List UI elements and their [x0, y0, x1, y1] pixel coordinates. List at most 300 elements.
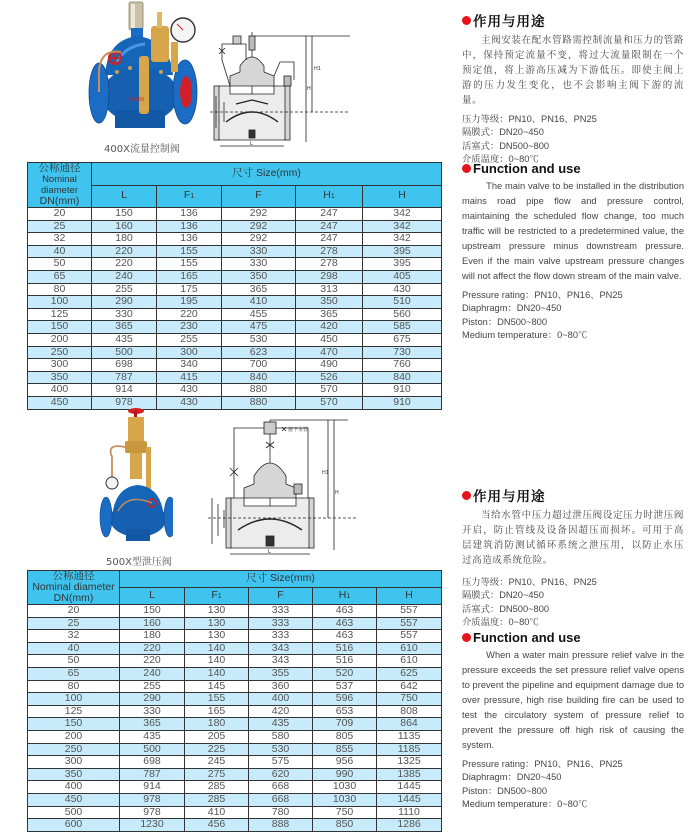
table-row: [28, 283, 442, 296]
size-cell: 180: [185, 718, 249, 731]
dn-cell: 32: [28, 233, 92, 246]
title-text: 作用与用途: [473, 489, 546, 505]
size-cell: 956: [313, 756, 377, 769]
size-cell: 805: [313, 730, 377, 743]
description-en: The main valve to be installed in the distribution mains road pipe flow and pressure control, maintaining the scheduled flow change, too much traffic will be restricted to a predetermined value, the upstream pressure minus downstream pressure. Even if the main valve upstream pressure changes will not affect the flow down stream of the main valve.: [462, 181, 684, 281]
size-cell: 450: [296, 333, 363, 346]
table-row: [28, 346, 442, 359]
size-cell: 410: [222, 296, 296, 309]
dn-cell: 40: [28, 642, 120, 655]
dn-cell: 200: [28, 333, 92, 346]
dn-header-en: Nominal diameter: [32, 581, 115, 593]
size-cell: 840: [222, 371, 296, 384]
size-cell: 292: [222, 220, 296, 233]
size-cell: 808: [377, 705, 442, 718]
dn-cell: 20: [28, 208, 92, 221]
size-cell: 165: [185, 705, 249, 718]
size-cell: 1325: [377, 756, 442, 769]
table-row: [28, 333, 442, 346]
size-cell: 557: [377, 617, 442, 630]
dn-header-unit: DN(mm): [53, 592, 94, 604]
size-cell: 330: [222, 245, 296, 258]
size-cell: 420: [296, 321, 363, 334]
size-cell: 470: [296, 346, 363, 359]
size-cell: 698: [92, 359, 157, 372]
size-cell: 698: [120, 756, 185, 769]
size-cell: 220: [157, 308, 222, 321]
table-row: [28, 756, 442, 769]
size-cell: 463: [313, 630, 377, 643]
size-cell: 430: [157, 396, 222, 409]
size-cell: 978: [92, 396, 157, 409]
dim-h-label: H: [335, 490, 339, 496]
size-cell: 225: [185, 743, 249, 756]
red-bullet-icon: [462, 16, 471, 25]
size-cell: 220: [92, 245, 157, 258]
column-header-h: H: [377, 588, 442, 605]
size-cell: 530: [249, 743, 313, 756]
valve-500x-spec-table: [27, 570, 442, 832]
spec-line: 介质温度：0~80℃: [462, 153, 539, 164]
spec-line: 隔膜式：DN20~450: [462, 127, 544, 138]
column-header-h1: H1: [296, 185, 363, 208]
table-row: [28, 321, 442, 334]
size-cell: 864: [377, 718, 442, 731]
spec-line: 介质温度：0~80℃: [462, 616, 539, 627]
size-cell: 709: [313, 718, 377, 731]
size-cell: 1135: [377, 730, 442, 743]
size-cell: 570: [296, 396, 363, 409]
size-cell: 155: [185, 693, 249, 706]
size-cell: 420: [249, 705, 313, 718]
dn-cell: 65: [28, 667, 120, 680]
size-cell: 435: [249, 718, 313, 731]
spec-line: 隔膜式：DN20~450: [462, 590, 544, 601]
valve-400x-caption: 400X流量控制阀: [104, 144, 180, 155]
column-header-l: L: [92, 185, 157, 208]
size-cell: 342: [363, 220, 442, 233]
size-cell: 247: [296, 233, 363, 246]
size-cell: 675: [363, 333, 442, 346]
size-cell: 456: [185, 819, 249, 832]
size-cell: 355: [249, 667, 313, 680]
dn-cell: 200: [28, 730, 120, 743]
size-cell: 278: [296, 245, 363, 258]
size-cell: 435: [92, 333, 157, 346]
table-row: [28, 667, 442, 680]
dn-header: [28, 163, 92, 208]
column-header-f1: F1: [157, 185, 222, 208]
table-row: [28, 308, 442, 321]
size-cell: 255: [92, 283, 157, 296]
size-cell: 136: [157, 220, 222, 233]
size-cell: 668: [249, 781, 313, 794]
size-cell: 990: [313, 768, 377, 781]
size-cell: 350: [222, 270, 296, 283]
dn-cell: 65: [28, 270, 92, 283]
dn-cell: 400: [28, 384, 92, 397]
size-cell: 596: [313, 693, 377, 706]
size-cell: 130: [185, 617, 249, 630]
size-cell: 516: [313, 642, 377, 655]
size-cell: 610: [377, 655, 442, 668]
table-row: [28, 793, 442, 806]
size-cell: 750: [313, 806, 377, 819]
dn-header: [28, 571, 120, 605]
valve-500x-description: [462, 485, 684, 629]
section-title-en: [462, 161, 684, 176]
valve-400x-description: [462, 10, 684, 166]
table-row: [28, 806, 442, 819]
size-cell: 140: [185, 667, 249, 680]
size-header: 尺寸 Size(mm): [120, 571, 442, 588]
size-cell: 500: [92, 346, 157, 359]
dn-header-en: Nominal diameter: [41, 174, 78, 196]
size-cell: 526: [296, 371, 363, 384]
dn-cell: 300: [28, 359, 92, 372]
size-cell: 623: [222, 346, 296, 359]
table-row: [28, 233, 442, 246]
table-row: [28, 245, 442, 258]
table-row: [28, 680, 442, 693]
valve-400x-photo: [85, 0, 200, 135]
dn-cell: 25: [28, 617, 120, 630]
size-cell: 914: [92, 384, 157, 397]
valve-500x-photo: [98, 407, 173, 547]
table-row: [28, 705, 442, 718]
size-cell: 978: [120, 793, 185, 806]
size-cell: 510: [363, 296, 442, 309]
size-cell: 130: [185, 630, 249, 643]
size-cell: 463: [313, 617, 377, 630]
section-title-en: [462, 630, 684, 645]
size-cell: 160: [120, 617, 185, 630]
specs-en: [462, 289, 684, 342]
size-cell: 1286: [377, 819, 442, 832]
size-cell: 290: [92, 296, 157, 309]
size-cell: 585: [363, 321, 442, 334]
size-cell: 520: [313, 667, 377, 680]
size-cell: 780: [249, 806, 313, 819]
red-bullet-icon: [462, 164, 471, 173]
size-cell: 155: [157, 245, 222, 258]
table-row: [28, 781, 442, 794]
dim-l-label: L: [250, 141, 253, 147]
dim-h-label: H: [307, 86, 311, 92]
table-row: [28, 220, 442, 233]
valve-400x-spec-table: [27, 162, 442, 410]
size-cell: 298: [296, 270, 363, 283]
size-cell: 610: [377, 642, 442, 655]
column-header-h: H: [363, 185, 442, 208]
dn-cell: 500: [28, 806, 120, 819]
size-cell: 1385: [377, 768, 442, 781]
size-cell: 760: [363, 359, 442, 372]
table-row: [28, 258, 442, 271]
table-row: [28, 296, 442, 309]
dim-h1-label: H1: [314, 66, 321, 72]
size-cell: 500: [120, 743, 185, 756]
table-row: [28, 718, 442, 731]
valve-500x-caption: 500X型泄压阀: [106, 557, 172, 568]
column-header-h1: H1: [313, 588, 377, 605]
size-cell: 410: [185, 806, 249, 819]
description-cn: 当给水管中压力超过泄压阀设定压力时泄压阀开启，防止管线及设备因超压而损坏。可用于高层建筑消防测试循环系统之泄压用，以防止水压过高造成系统危险。: [462, 510, 684, 566]
size-cell: 333: [249, 617, 313, 630]
size-cell: 247: [296, 220, 363, 233]
size-cell: 415: [157, 371, 222, 384]
size-cell: 620: [249, 768, 313, 781]
size-cell: 700: [222, 359, 296, 372]
table-row: [28, 819, 442, 832]
size-cell: 240: [92, 270, 157, 283]
size-cell: 1445: [377, 793, 442, 806]
spec-line: 压力等级：PN10、PN16、PN25: [462, 114, 597, 124]
size-cell: 750: [377, 693, 442, 706]
size-cell: 365: [120, 718, 185, 731]
size-cell: 275: [185, 768, 249, 781]
size-cell: 140: [185, 642, 249, 655]
dn-cell: 80: [28, 283, 92, 296]
size-cell: 255: [120, 680, 185, 693]
specs-cn: [462, 576, 684, 629]
size-cell: 910: [363, 384, 442, 397]
spec-line: 活塞式：DN500~800: [462, 140, 550, 151]
size-cell: 395: [363, 258, 442, 271]
size-cell: 145: [185, 680, 249, 693]
dn-cell: 125: [28, 705, 120, 718]
size-cell: 330: [222, 258, 296, 271]
dn-cell: 125: [28, 308, 92, 321]
description-cn: 主阀安装在配水管路需控制流量和压力的管路中，保持预定流量不变，将过大流量限制在一个预定值，将上游高压减为下游低压。即使主阀上游的压力发生变化，也不会影响主阀下游的流量。: [462, 35, 684, 106]
dn-cell: 50: [28, 258, 92, 271]
size-cell: 557: [377, 605, 442, 618]
table-row: [28, 371, 442, 384]
size-cell: 333: [249, 605, 313, 618]
size-cell: 625: [377, 667, 442, 680]
specs-cn: [462, 113, 684, 166]
size-cell: 180: [92, 233, 157, 246]
column-header-f1: F1: [185, 588, 249, 605]
dim-h1-label: H1: [322, 470, 329, 476]
section-title-cn: [462, 10, 684, 30]
size-cell: 175: [157, 283, 222, 296]
size-cell: 855: [313, 743, 377, 756]
dn-cell: 50: [28, 655, 120, 668]
size-cell: 787: [92, 371, 157, 384]
size-cell: 160: [92, 220, 157, 233]
size-cell: 978: [120, 806, 185, 819]
size-cell: 1030: [313, 793, 377, 806]
size-cell: 557: [377, 630, 442, 643]
dn-cell: 150: [28, 718, 120, 731]
table-row: [28, 359, 442, 372]
size-cell: 150: [92, 208, 157, 221]
drain-pipe-label: 接下水管: [288, 427, 309, 433]
size-cell: 255: [157, 333, 222, 346]
spec-line: Piston：DN500~800: [462, 785, 548, 796]
dn-cell: 350: [28, 371, 92, 384]
spec-line: 压力等级：PN10、PN16、PN25: [462, 577, 597, 587]
size-cell: 285: [185, 781, 249, 794]
size-cell: 1230: [120, 819, 185, 832]
table-row: [28, 270, 442, 283]
spec-line: Medium temperature：0~80℃: [462, 798, 588, 809]
spec-line: Diaphragm：DN20~450: [462, 772, 562, 783]
dn-cell: 80: [28, 680, 120, 693]
size-cell: 220: [92, 258, 157, 271]
size-cell: 395: [363, 245, 442, 258]
size-cell: 1110: [377, 806, 442, 819]
size-cell: 575: [249, 756, 313, 769]
size-cell: 787: [120, 768, 185, 781]
table-row: [28, 642, 442, 655]
dn-cell: 350: [28, 768, 120, 781]
size-cell: 840: [363, 371, 442, 384]
dim-l-label: L: [268, 549, 271, 555]
size-cell: 668: [249, 793, 313, 806]
size-cell: 155: [157, 258, 222, 271]
valve-400x-description-en: [462, 161, 684, 342]
size-cell: 850: [313, 819, 377, 832]
size-header: 尺寸 Size(mm): [92, 163, 442, 186]
size-cell: 430: [363, 283, 442, 296]
size-cell: 220: [120, 642, 185, 655]
section-title-cn: [462, 485, 684, 505]
size-cell: 140: [185, 655, 249, 668]
size-cell: 278: [296, 258, 363, 271]
dn-cell: 450: [28, 396, 92, 409]
table-row: [28, 730, 442, 743]
size-cell: 910: [363, 396, 442, 409]
spec-line: Medium temperature：0~80℃: [462, 329, 588, 340]
column-header-l: L: [120, 588, 185, 605]
size-cell: 330: [92, 308, 157, 321]
size-cell: 180: [120, 630, 185, 643]
size-cell: 136: [157, 208, 222, 221]
table-row: [28, 693, 442, 706]
specs-en: [462, 758, 684, 811]
svg-text:DN100: DN100: [127, 97, 145, 103]
size-cell: 642: [377, 680, 442, 693]
size-cell: 1185: [377, 743, 442, 756]
dn-cell: 100: [28, 693, 120, 706]
size-cell: 245: [185, 756, 249, 769]
size-cell: 365: [222, 283, 296, 296]
spec-line: Diaphragm：DN20~450: [462, 303, 562, 314]
size-cell: 285: [185, 793, 249, 806]
dn-cell: 25: [28, 220, 92, 233]
size-cell: 880: [222, 396, 296, 409]
size-cell: 405: [363, 270, 442, 283]
size-cell: 342: [363, 233, 442, 246]
size-cell: 914: [120, 781, 185, 794]
spec-line: Pressure rating：PN10、PN16、PN25: [462, 290, 623, 300]
size-cell: 490: [296, 359, 363, 372]
spec-line: Pressure rating：PN10、PN16、PN25: [462, 759, 623, 769]
red-bullet-icon: [462, 633, 471, 642]
size-cell: 463: [313, 605, 377, 618]
size-cell: 730: [363, 346, 442, 359]
dn-header-unit: DN(mm): [39, 195, 80, 207]
size-cell: 247: [296, 208, 363, 221]
size-cell: 342: [363, 208, 442, 221]
valve-400x-drawing: [210, 30, 350, 150]
size-cell: 475: [222, 321, 296, 334]
title-text: Function and use: [473, 161, 581, 176]
size-cell: 516: [313, 655, 377, 668]
spec-line: 活塞式：DN500~800: [462, 603, 550, 614]
size-cell: 880: [222, 384, 296, 397]
dn-cell: 300: [28, 756, 120, 769]
dn-header-cn: 公称通径: [52, 570, 95, 582]
size-cell: 360: [249, 680, 313, 693]
dn-cell: 150: [28, 321, 92, 334]
size-cell: 136: [157, 233, 222, 246]
size-cell: 330: [120, 705, 185, 718]
size-cell: 580: [249, 730, 313, 743]
size-cell: 150: [120, 605, 185, 618]
size-cell: 343: [249, 655, 313, 668]
table-row: [28, 396, 442, 409]
size-cell: 340: [157, 359, 222, 372]
table-row: [28, 768, 442, 781]
table-row: [28, 743, 442, 756]
valve-500x-description-en: [462, 630, 684, 811]
size-cell: 1445: [377, 781, 442, 794]
description-en: When a water main pressure relief valve in the pressure exceeds the set pressure relief valve opens to prevent the pipeline and equipment damage due to over pressure, high rise building fire can be used to test the circulatory system of pressure relief to prevent the pressure off high risk of causing the system.: [462, 650, 684, 750]
size-cell: 292: [222, 208, 296, 221]
size-cell: 435: [120, 730, 185, 743]
size-cell: 455: [222, 308, 296, 321]
size-cell: 343: [249, 642, 313, 655]
size-cell: 365: [92, 321, 157, 334]
red-bullet-icon: [462, 491, 471, 500]
size-cell: 888: [249, 819, 313, 832]
size-cell: 430: [157, 384, 222, 397]
dn-cell: 32: [28, 630, 120, 643]
size-cell: 350: [296, 296, 363, 309]
size-cell: 240: [120, 667, 185, 680]
dn-cell: 40: [28, 245, 92, 258]
size-cell: 300: [157, 346, 222, 359]
size-cell: 292: [222, 233, 296, 246]
size-cell: 1030: [313, 781, 377, 794]
size-cell: 653: [313, 705, 377, 718]
table-row: [28, 617, 442, 630]
dn-cell: 250: [28, 346, 92, 359]
size-cell: 195: [157, 296, 222, 309]
size-cell: 570: [296, 384, 363, 397]
dn-cell: 20: [28, 605, 120, 618]
table-row: [28, 655, 442, 668]
dn-cell: 450: [28, 793, 120, 806]
title-text: Function and use: [473, 630, 581, 645]
dn-cell: 600: [28, 819, 120, 832]
column-header-f: F: [249, 588, 313, 605]
size-cell: 537: [313, 680, 377, 693]
dn-cell: 100: [28, 296, 92, 309]
title-text: 作用与用途: [473, 14, 546, 30]
table-row: [28, 630, 442, 643]
table-row: [28, 605, 442, 618]
table-row: [28, 384, 442, 397]
size-cell: 220: [120, 655, 185, 668]
size-cell: 165: [157, 270, 222, 283]
dn-header-cn: 公称通径: [38, 162, 81, 174]
size-cell: 400: [249, 693, 313, 706]
dn-cell: 250: [28, 743, 120, 756]
